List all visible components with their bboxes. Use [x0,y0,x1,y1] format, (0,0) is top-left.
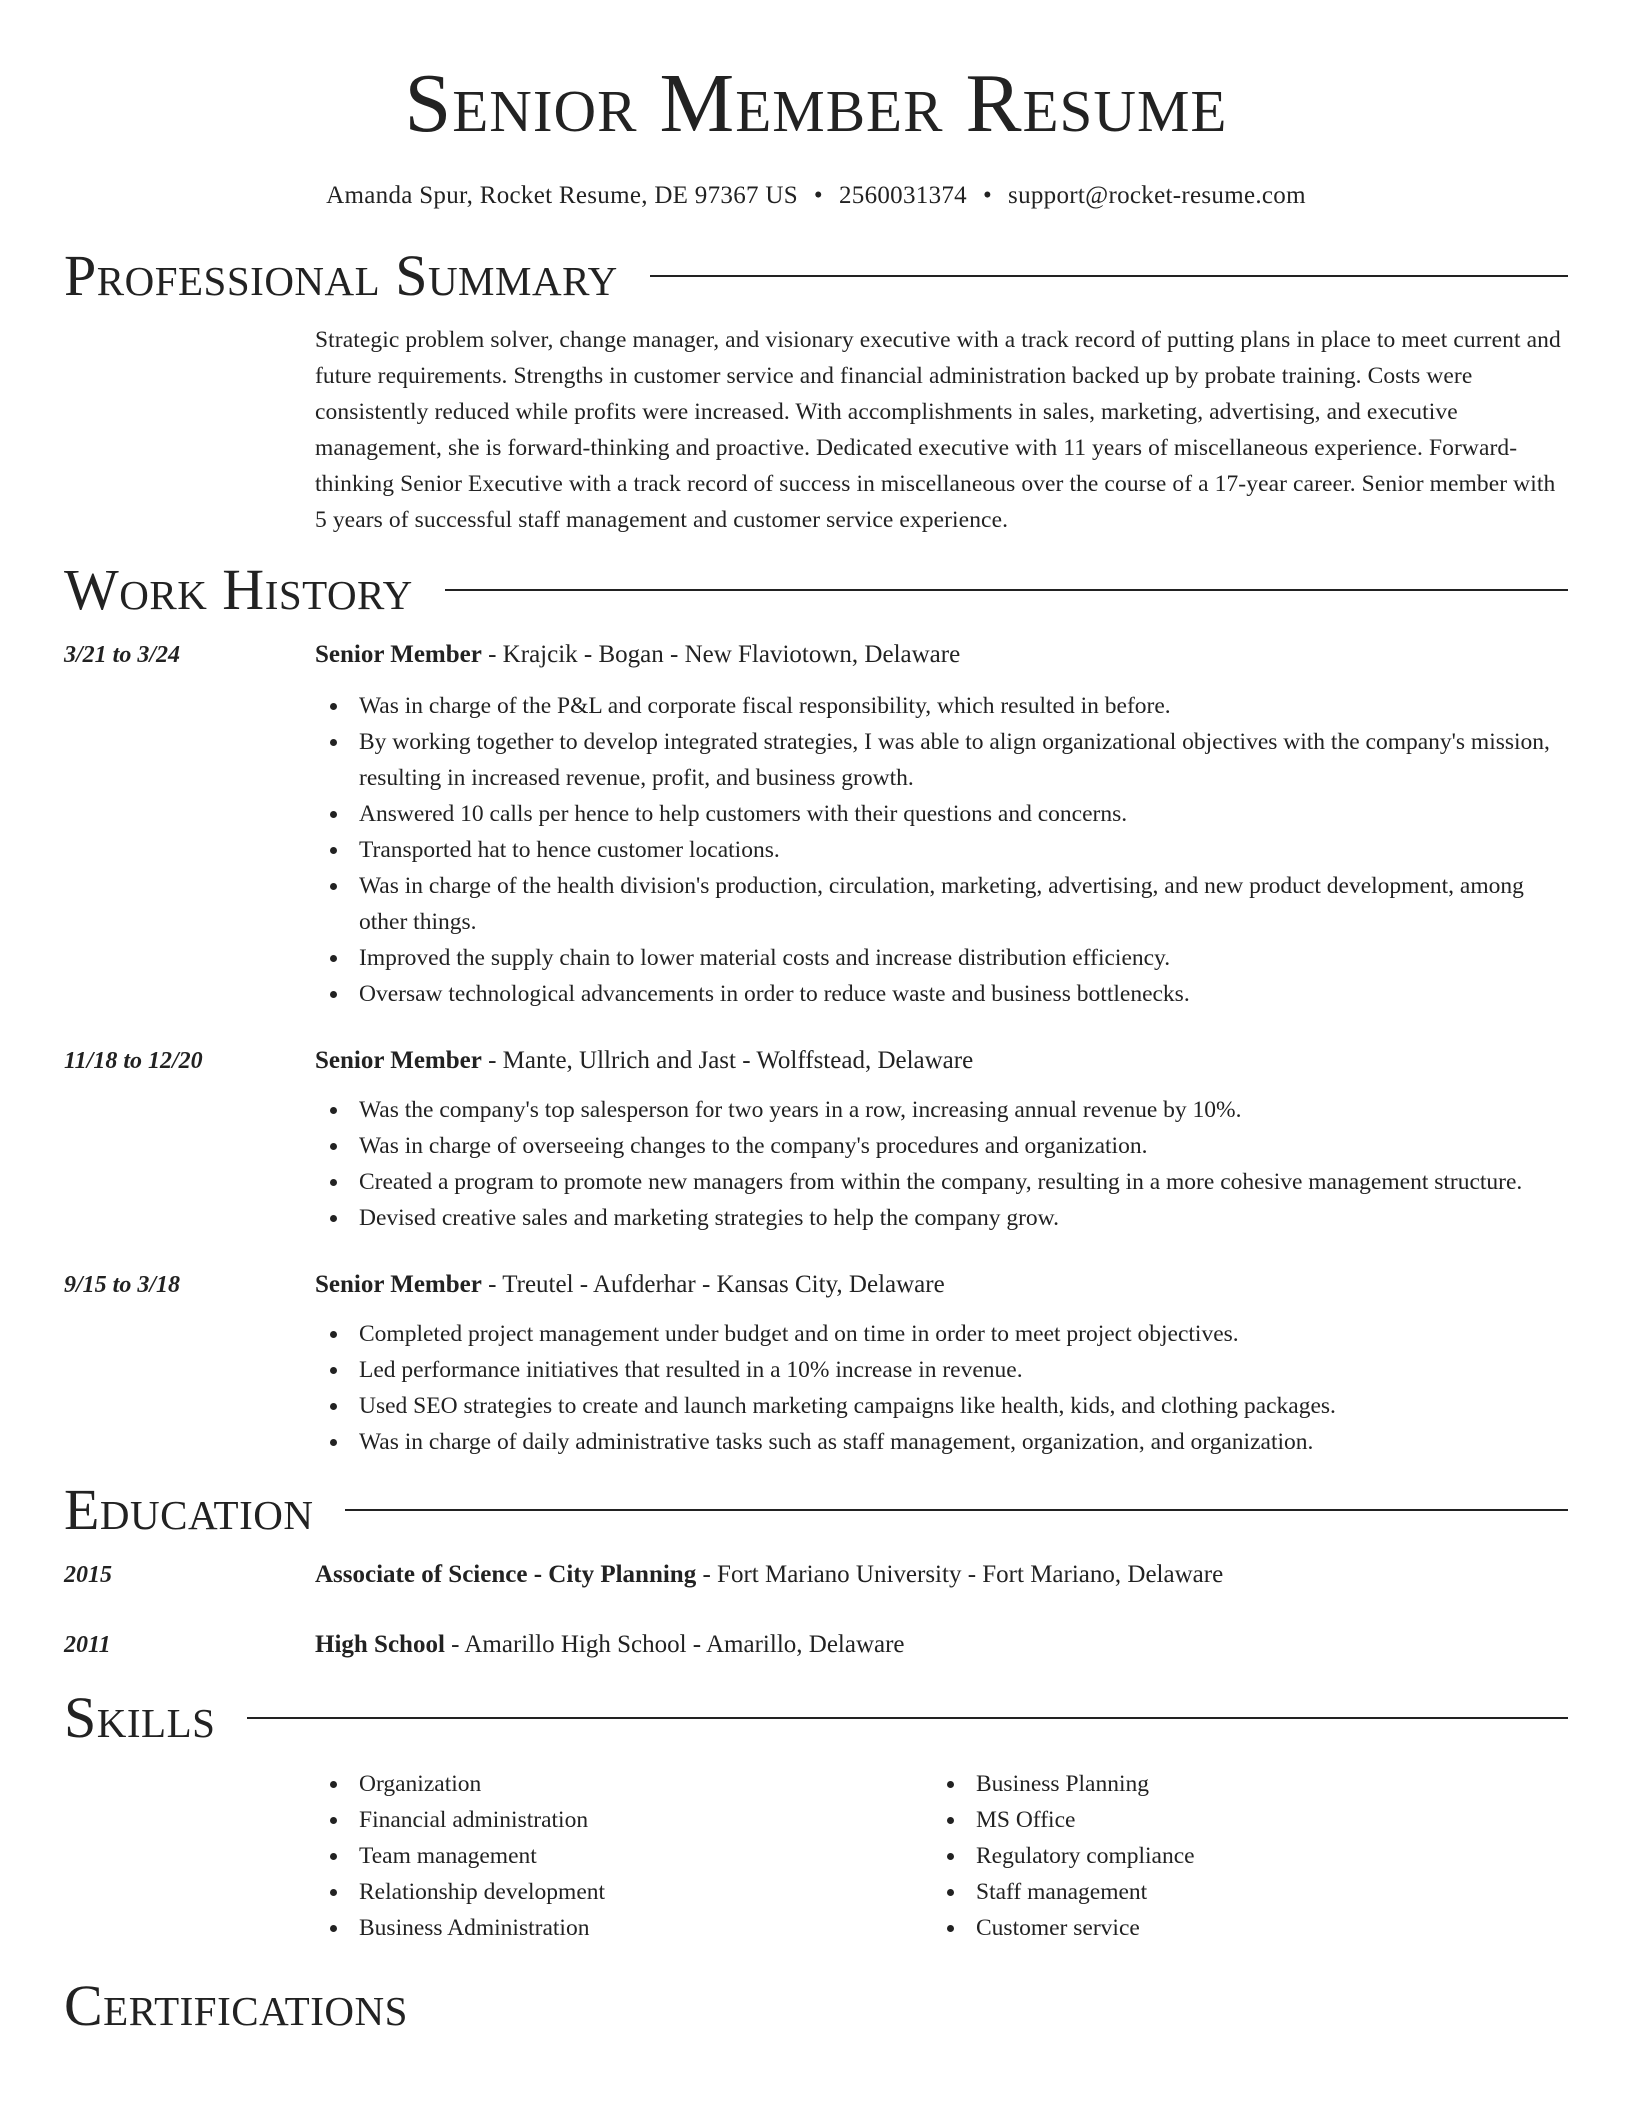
skill-item: Business Planning [932,1766,1549,1802]
section-divider [247,1717,1568,1719]
work-company: - Krajcik - Bogan - New Flaviotown, Delaware [481,641,961,668]
work-date: 9/15 to 3/18 [64,1272,181,1298]
section-header-education [64,1478,1568,1542]
skill-item: Team management [315,1838,932,1874]
work-bullet: Devised creative sales and marketing strategies to help the company grow. [315,1200,1568,1236]
contact-phone: 2560031374 [838,182,967,209]
contact-email: support@rocket-resume.com [1008,182,1306,209]
work-role-line [315,1044,1568,1078]
summary-text: Strategic problem solver, change manager, and visionary executive with a track record of putting plans in place to meet current and future requirements. Strengths in customer service and financial administration backed up by probate training. Costs were consistently reduced while profits were increased. With accomplishments in sales, marketing, advertising, and executive management, she is forward-thinking and proactive. Dedicated executive with 11 years of miscellaneous experience. Forward-thinking Senior Executive with a track record of success in miscellaneous over the course of a 17-year career. Senior member with 5 years of successful staff management and customer service experience. [315,327,1561,533]
section-divider [650,275,1568,277]
skills-column-left [315,1766,932,1946]
work-entry [64,1268,1568,1460]
work-date: 3/21 to 3/24 [64,642,181,668]
work-bullet: Transported hat to hence customer locations. [315,832,1568,868]
work-bullets [315,688,1568,1012]
work-entry [64,1044,1568,1236]
education-school: - Amarillo High School - Amarillo, Delaware [444,1631,905,1658]
education-entry [64,1558,1568,1592]
skills-grid [315,1766,1568,1946]
section-title-summary: Professional Summary [64,243,618,308]
work-title: Senior Member [315,641,482,668]
work-bullet: Created a program to promote new managers from within the company, resulting in a more cohesive management structure. [315,1164,1568,1200]
section-title-education: Education [64,1477,314,1542]
work-bullet: Used SEO strategies to create and launch marketing campaigns like health, kids, and clothing packages. [315,1388,1568,1424]
work-company: - Treutel - Aufderhar - Kansas City, Delaware [481,1271,945,1298]
work-bullet: Led performance initiatives that resulted in a 10% increase in revenue. [315,1352,1568,1388]
skill-item: Regulatory compliance [932,1838,1549,1874]
skill-item: Financial administration [315,1802,932,1838]
section-header-skills [64,1686,1568,1750]
skill-item: Relationship development [315,1874,932,1910]
contact-address: Amanda Spur, Rocket Resume, DE 97367 US [326,182,798,209]
contact-line [64,180,1568,212]
contact-separator: • [813,182,823,209]
education-year: 2011 [64,1632,111,1658]
work-bullet: Was in charge of the P&L and corporate fiscal responsibility, which resulted in before. [315,688,1568,724]
work-bullets [315,1092,1568,1236]
resume-title: Senior Member Resume [404,57,1228,150]
work-title: Senior Member [315,1047,482,1074]
work-bullet: Oversaw technological advancements in order to reduce waste and business bottlenecks. [315,976,1568,1012]
work-bullet: Answered 10 calls per hence to help customers with their questions and concerns. [315,796,1568,832]
skill-item: Organization [315,1766,932,1802]
section-title-work-history: Work History [64,557,413,622]
work-bullet: Completed project management under budget and on time in order to meet project objectives. [315,1316,1568,1352]
skills-column-right [932,1766,1549,1946]
work-bullet: Was in charge of daily administrative tasks such as staff management, organization, and organization. [315,1424,1568,1460]
section-header-summary [64,244,1568,308]
work-bullet: By working together to develop integrated strategies, I was able to align organizational objectives with the company's mission, resulting in increased revenue, profit, and business growth. [315,724,1568,796]
work-bullet: Was the company's top salesperson for two years in a row, increasing annual revenue by 10%. [315,1092,1568,1128]
section-title-certifications: Certifications [64,1973,408,2038]
work-bullet: Was in charge of overseeing changes to the company's procedures and organization. [315,1128,1568,1164]
skill-item: Business Administration [315,1910,932,1946]
work-bullets [315,1316,1568,1460]
contact-separator: • [982,182,993,209]
work-role-line [315,1268,1568,1302]
work-title: Senior Member [315,1271,482,1298]
work-date: 11/18 to 12/20 [64,1048,203,1074]
education-degree: High School [315,1631,445,1658]
skill-item: Staff management [932,1874,1549,1910]
work-entry [64,638,1568,1012]
education-line [315,1628,1568,1662]
section-header-certifications [64,1974,1568,2038]
education-line [315,1558,1568,1592]
work-role-line [315,638,1568,672]
education-degree: Associate of Science - City Planning [315,1561,697,1588]
section-divider [445,589,1568,591]
education-entry [64,1628,1568,1662]
resume-page [64,0,1568,2038]
section-header-work-history [64,558,1568,622]
work-bullet: Was in charge of the health division's production, circulation, marketing, advertising, and new product development, among other things. [315,868,1568,940]
skill-item: MS Office [932,1802,1549,1838]
education-school: - Fort Mariano University - Fort Mariano, Delaware [696,1561,1224,1588]
education-year: 2015 [64,1562,112,1588]
section-title-skills: Skills [64,1685,216,1750]
section-divider [345,1509,1568,1511]
skill-item: Customer service [932,1910,1549,1946]
work-bullet: Improved the supply chain to lower material costs and increase distribution efficiency. [315,940,1568,976]
work-company: - Mante, Ullrich and Jast - Wolffstead, Delaware [481,1047,974,1074]
